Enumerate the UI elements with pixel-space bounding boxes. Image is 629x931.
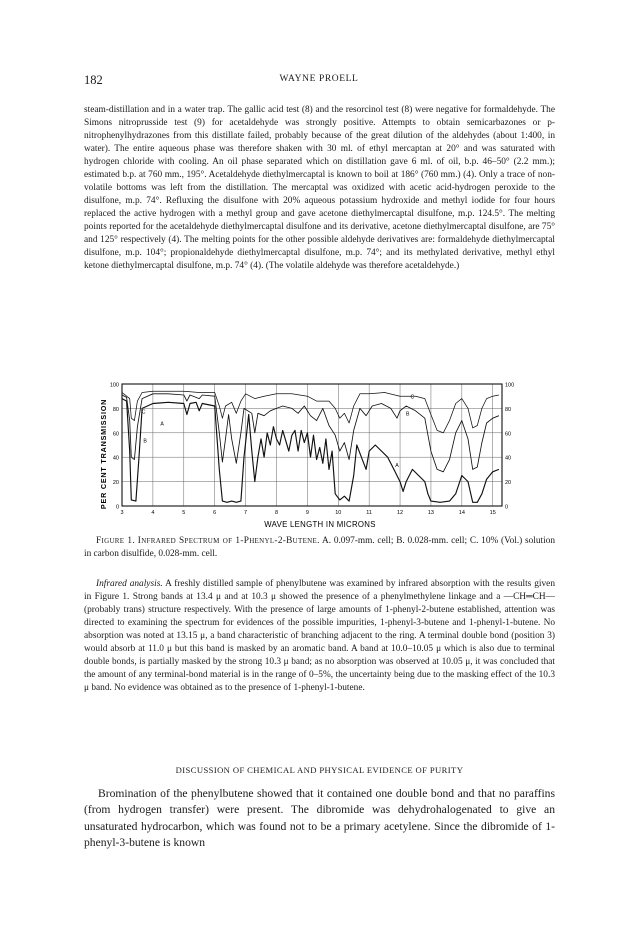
curve-label: A bbox=[395, 462, 399, 469]
infrared-analysis-heading: Infrared analysis. bbox=[96, 579, 163, 589]
x-tick-label: 8 bbox=[274, 510, 279, 516]
y-tick-label: 0 bbox=[115, 504, 119, 511]
figure-caption-title: Infrared Spectrum of 1-Phenyl-2-Butene. bbox=[137, 536, 320, 546]
chart-plot-area bbox=[110, 383, 514, 517]
y-tick-label-right: 100 bbox=[505, 382, 515, 389]
paragraph-infrared-analysis bbox=[84, 578, 555, 695]
x-tick-label: 9 bbox=[305, 510, 309, 516]
x-tick-label: 15 bbox=[489, 510, 496, 516]
y-tick-label-right: 40 bbox=[505, 455, 512, 462]
y-tick-label: 40 bbox=[112, 455, 119, 462]
x-tick-label: 10 bbox=[335, 510, 342, 516]
y-tick-label-right: 20 bbox=[505, 480, 512, 487]
curve-label: B bbox=[143, 438, 147, 445]
figure-caption-label: Figure 1. bbox=[96, 536, 136, 546]
y-tick-label-right: 60 bbox=[505, 431, 512, 438]
spectrum-curve-a bbox=[122, 399, 499, 503]
infrared-analysis-text: A freshly distilled sample of phenylbutene was examined by infrared absorption with the results given in Figure 1. Strong bands at 13.4 μ and at 10.3 μ showed the presence of a phenylmethylene linkage and a —CH═CH— (probably trans) structure respectively. With the presence of large amounts of 1-phenyl-2-butene established, attention was directed to examining the spectrum for evidences of the possible impurities, 1-phenyl-3-butene and 1-phenyl-1-butene. No absorption was noted at 13.15 μ, a band characteristic of branching adjacent to the ring. A terminal double bond (position 3) would absorb at 11.0 μ but this band is masked by an aromatic band. A band at 10.0–10.05 μ which is also due to terminal double bonds, is partially masked by the strong 10.3 μ band; as no absorption was observed at 10.05 μ, it was concluded that the amount of any terminal-bond material is in the range of 0–5%, the uncertainty being due to the masking effect of the 10.3 μ band. No evidence was obtained as to the presence of 1-phenyl-1-butene. bbox=[84, 579, 555, 693]
x-tick-label: 5 bbox=[182, 510, 186, 516]
figure-caption bbox=[84, 535, 555, 561]
x-tick-label: 14 bbox=[458, 510, 465, 516]
y-axis-label: PER CENT TRANSMISSION bbox=[99, 398, 108, 510]
running-head: WAYNE PROELL bbox=[279, 74, 359, 84]
curve-label: B bbox=[406, 411, 410, 418]
curve-label: A bbox=[160, 421, 164, 428]
x-tick-label: 4 bbox=[151, 510, 155, 516]
x-tick-label: 12 bbox=[396, 510, 404, 516]
x-tick-label: 11 bbox=[366, 510, 373, 516]
y-tick-label-right: 80 bbox=[505, 406, 512, 413]
page-header bbox=[84, 73, 554, 87]
figure-caption-text: A. 0.097-mm. cell; B. 0.028-mm. cell; C. 10% (Vol.) solution in carbon disulfide, 0.028-mm. cell. bbox=[84, 536, 555, 559]
page-number: 182 bbox=[84, 73, 103, 87]
curve-label: C bbox=[141, 409, 146, 416]
section-heading: DISCUSSION OF CHEMICAL AND PHYSICAL EVIDENCE OF PURITY bbox=[175, 765, 464, 775]
x-axis-label: WAVE LENGTH IN MICRONS bbox=[264, 520, 376, 529]
y-tick-label: 80 bbox=[112, 406, 119, 413]
y-tick-label: 100 bbox=[109, 382, 119, 389]
paragraph-bromination: Bromination of the phenylbutene showed that it contained one double bond and that no paraffins (from hydrogen transfer) were present. The dibromide was dehydrohalogenated to give an unsaturated hydrocarbon, which was found not to be a primary acetylene. Since the dibromide of 1-phenyl-3-butene is known bbox=[84, 787, 555, 849]
x-tick-label: 6 bbox=[213, 510, 217, 516]
y-tick-label: 20 bbox=[112, 480, 119, 487]
infrared-spectrum-figure bbox=[84, 372, 554, 532]
x-tick-label: 7 bbox=[244, 510, 248, 516]
x-tick-label: 13 bbox=[427, 510, 435, 516]
y-tick-label: 60 bbox=[112, 431, 119, 438]
spectrum-curve-c bbox=[122, 391, 499, 433]
paragraph-aldehyde-identification: steam-distillation and in a water trap. The gallic acid test (8) and the resorcinol test (8) were negative for formaldehyde. The Simons nitroprusside test (9) for acetaldehyde was strongly positive. Attempts to obtain semicarbazones or p-nitrophenylhydrazones from this distillate failed, probably because of the great dilution of the aldehydes (about 1:400, in water). The entire aqueous phase was therefore shaken with 30 ml. of ethyl mercaptan at 20° and was saturated with hydrogen chloride with cooling. An oil phase separated which on distillation gave 6 ml. of oil, b.p. 46–50° (2.2 mm.); estimated b.p. at 760 mm., 195°. Acetaldehyde diethylmercaptal is known to boil at 186° (760 mm.) (4). Only a trace of non-volatile bottoms was left from the distillation. The mercaptal was oxidized with acetic acid-hydrogen peroxide to the disulfone, m.p. 74°. Refluxing the disulfone with 20% aqueous potassium hydroxide and methyl iodide for four hours replaced the active hydrogen with a methyl group and gave acetone diethylmercaptal disulfone, m.p. 124.5°. The melting points reported for the acetaldehyde diethylmercaptal disulfone and its derivative, acetone diethylmercaptal disulfone, are 75° and 125° respectively (4). The melting points for the other possible aldehyde derivatives are: formaldehyde diethylmercaptal disulfone, m.p. 104°; propionaldehyde diethylmercaptal disulfone, m.p. 74°; and its methylated derivative, methyl ethyl ketone diethylmercaptal disulfone, m.p. 74° (4). (The volatile aldehyde was therefore acetaldehyde.) bbox=[84, 105, 555, 271]
curve-label: C bbox=[410, 394, 415, 401]
y-tick-label-right: 0 bbox=[505, 504, 509, 511]
x-tick-label: 3 bbox=[120, 510, 124, 516]
